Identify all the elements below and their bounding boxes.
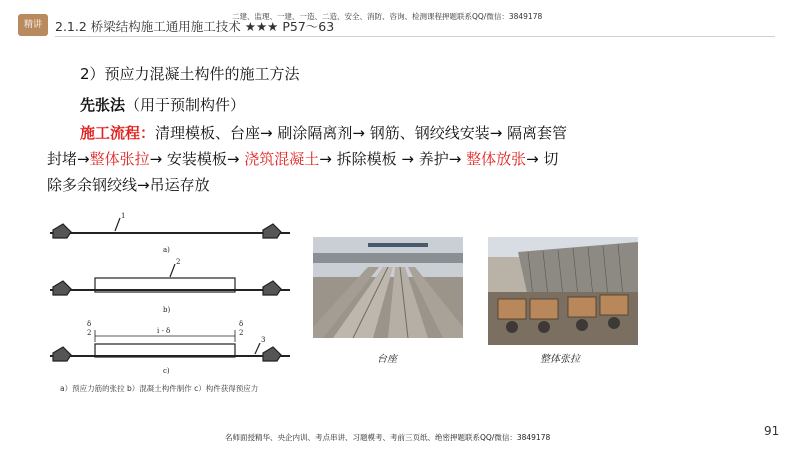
flow-label: 施工流程： xyxy=(80,124,156,142)
flow-text-2b: → 安装模板→ xyxy=(149,150,245,168)
flow-highlight-release: 整体放张 xyxy=(466,150,527,168)
top-banner: 二建、监理、一建、一造、二造、安全、消防、咨询、检测课程押题联系QQ/微信：3849178 xyxy=(232,12,543,21)
method-note: （用于预制构件） xyxy=(125,96,246,114)
flow-line-1 xyxy=(80,122,567,143)
header-divider xyxy=(55,36,775,37)
flow-text-2d: → 切 xyxy=(526,150,559,168)
diagram-label-3: 3 xyxy=(261,336,266,344)
tensioning-caption: 整体张拉 xyxy=(540,354,580,365)
flow-line-3: 除多余钢绞线→吊运存放 xyxy=(47,176,210,194)
flow-line-2 xyxy=(47,148,558,169)
diagram-label-b: b) xyxy=(163,306,171,314)
page-heading: 2）预应力混凝土构件的施工方法 xyxy=(80,65,300,83)
tensioning-photo xyxy=(488,237,638,345)
diagram-label-delta-left: δ xyxy=(87,320,92,328)
flow-highlight-tensioning: 整体张拉 xyxy=(89,150,150,168)
pedestal-caption: 台座 xyxy=(377,354,397,365)
diagram-label-two-left: 2 xyxy=(87,329,92,337)
diagram-label-1: 1 xyxy=(121,212,126,220)
diagram-label-two-right: 2 xyxy=(239,329,244,337)
diagram-label-a: a) xyxy=(163,246,170,254)
method-name: 先张法 xyxy=(80,96,126,114)
pedestal-photo xyxy=(313,237,463,338)
diagram-label-span: i - δ xyxy=(157,327,171,335)
section-title: 2.1.2 桥梁结构施工通用施工技术 ★★★ P57～63 xyxy=(55,19,335,34)
diagram-label-c: c) xyxy=(163,367,170,375)
pretension-diagram xyxy=(45,208,305,378)
flow-text-2a: 封堵→ xyxy=(47,150,90,168)
flow-text-1: 清理模板、台座→ 刷涂隔离剂→ 钢筋、钢绞线安装→ 隔离套管 xyxy=(155,124,568,142)
flow-text-2c: → 拆除模板 → 养护→ xyxy=(319,150,467,168)
section-badge: 精讲 xyxy=(18,14,48,36)
subheading xyxy=(80,94,245,115)
flow-highlight-pouring: 浇筑混凝土 xyxy=(244,150,320,168)
diagram-label-2: 2 xyxy=(176,258,181,266)
footer-text: 名师面授精华、央企内训、考点串讲、习题模考、考前三页纸、绝密押题联系QQ/微信：3849178 xyxy=(225,433,551,442)
page-number: 91 xyxy=(764,424,780,438)
diagram-label-delta-right: δ xyxy=(239,320,244,328)
diagram-caption: a）预应力筋的张拉 b）混凝土构件制作 c）构件获得预应力 xyxy=(60,384,259,393)
